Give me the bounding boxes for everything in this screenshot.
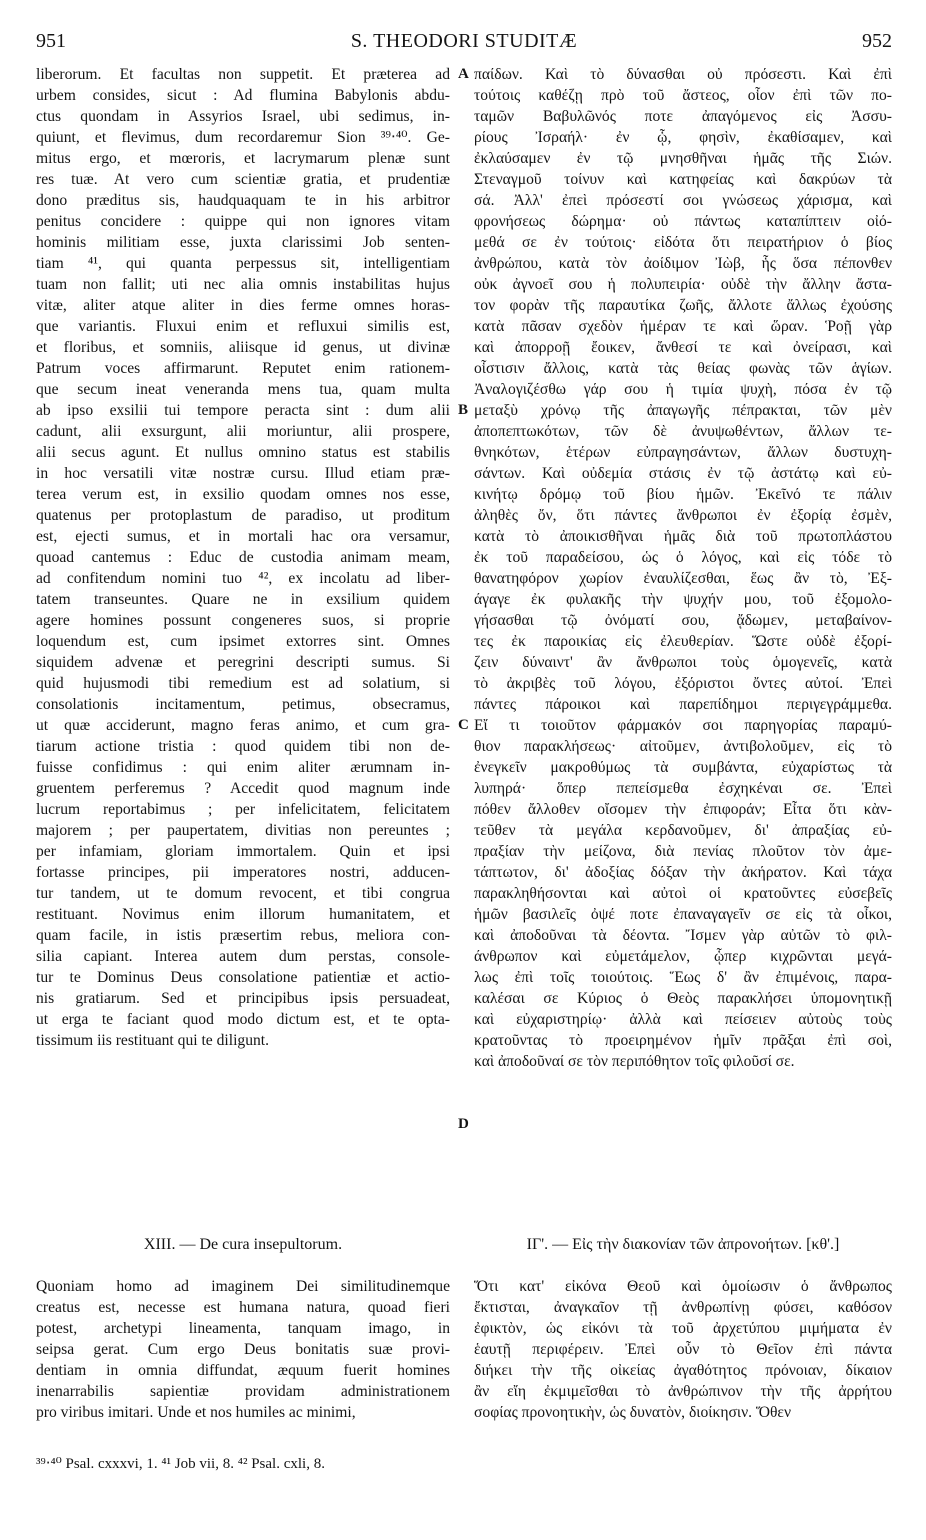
text-line: ἔκτισται, ἀναγκαῖον τῇ ἀνθρωπίνῃ φύσει, καθόσον: [474, 1299, 892, 1316]
text-line: siquidem advenæ et peregrini descripti sumus. Si: [36, 654, 450, 671]
greek-section-heading: ΙΓ'. — Εἰς τὴν διακονίαν τῶν ἀπρονοήτων. [κθ'.]: [526, 1236, 840, 1253]
text-line: Quoniam homo ad imaginem Dei similitudinemque: [36, 1278, 450, 1295]
margin-marker-b: B: [458, 402, 469, 418]
text-line: tissimum iis restituant qui te diligunt.: [36, 1032, 270, 1049]
text-line: ἑαυτῇ περιφέρειν. Ἐπεὶ οὖν τὸ Θεῖον ἐπὶ πάντα: [474, 1341, 892, 1358]
text-line: τούτοις καθέζῃ πρὸ τοῦ ἄστεος, οἷον ἐπὶ τῶν πο-: [474, 87, 892, 104]
text-line: quam facile, in istis præsertim rebus, meliora con-: [36, 927, 450, 944]
text-line: γήσασθαι τῷ ὀνόματί σου, ᾄδωμεν, μεταβαίνον-: [474, 612, 892, 629]
text-line: ab ipso exsilii tui tempore peracta sint : dum alii: [36, 402, 450, 419]
text-line: quoad cantemus : Educ de custodia animam meam,: [36, 549, 450, 566]
text-line: διήκει τὴν τῆς οἰκείας ἀγαθότητος πρόνοιαν, δίκαιον: [474, 1362, 892, 1379]
text-line: ἐνεγκεῖν μακροθύμως τὰ συμβάντα, εὐχαρίστως τὰ: [474, 759, 892, 776]
text-line: καὶ ἀπορροῇ ἔοικεν, ἄνθεσί τε καὶ ὀνείρασι, καὶ: [474, 339, 892, 356]
text-line: quatenus per protoplastum de paradiso, ut proditum: [36, 507, 450, 524]
text-line: tatem transeuntes. Quare ne in exsilium quidem: [36, 591, 450, 608]
text-line: liberorum. Et facultas non suppetit. Et præterea ad: [36, 66, 450, 83]
text-line: fortasse principes, pii imperatores nostri, adducen-: [36, 864, 450, 881]
text-line: res tuæ. At vero cum scientiæ gratia, et prudentiæ: [36, 171, 450, 188]
text-line: καὶ εὐχαριστηρίῳ· ἀλλὰ καὶ πείσειεν αὐτοὺς τοὺς: [474, 1011, 892, 1028]
text-line: τάπτωτον, δι' ἀδοξίας δόξαν τὴν ἀκήρατον. Καὶ τάχα: [474, 864, 892, 881]
text-line: τες ἐκ παροικίας εἰς ἐλευθερίαν. Ὥστε οὐδὲ ἐξορί-: [474, 633, 892, 650]
text-line: penitus concidere : quippe qui non ignores vitam: [36, 213, 450, 230]
text-line: tiarum actione tristia : quod quidem tibi non de-: [36, 738, 450, 755]
text-line: μεταξὺ χρόνῳ τῆς ἀπαγωγῆς πέπρακται, τῶν μὲν: [474, 402, 892, 419]
text-line: ἐκ τοῦ παραδείσου, ὡς ὁ λόγος, καὶ εἰς τόδε τὸ: [474, 549, 892, 566]
text-line: tur tandem, ut te domum revocent, et tibi congrua: [36, 885, 450, 902]
text-line: inenarrabilis sapientiæ providam administrationem: [36, 1383, 450, 1400]
text-line: que variantis. Fluxui enim et refluxui similis est,: [36, 318, 450, 335]
text-line: seipsa gerat. Cum ergo Deus bonitatis suæ provi-: [36, 1341, 450, 1358]
text-line: Ὅτι κατ' εἰκόνα Θεοῦ καὶ ὁμοίωσιν ὁ ἄνθρωπος: [474, 1278, 892, 1295]
page-number-left: 951: [36, 30, 66, 52]
text-line: Στεναγμοῦ τοίνυν καὶ κατηφείας καὶ δακρύων τὰ: [474, 171, 892, 188]
text-line: θιον παρακλήσεως· αἰτοῦμεν, ἀντιβολοῦμεν, εἰς τὸ: [474, 738, 892, 755]
latin-section-heading: XIII. — De cura insepultorum.: [143, 1236, 343, 1253]
text-line: Patrum voces affirmarunt. Reputet enim rationem-: [36, 360, 450, 377]
text-line: κατὰ πᾶσαν σχεδὸν ἡμέραν τε καὶ ὥραν. Ῥοῇ γὰρ: [474, 318, 892, 335]
text-line: πάντες πάροικοι καὶ παρεπίδημοι περιγεγράμμεθα.: [474, 696, 892, 713]
margin-marker-a: A: [458, 66, 469, 82]
text-line: ἀληθὲς ὄν, ὅτι πάντες ἄνθρωποι ἐν ἐξορίᾳ ἐσμὲν,: [474, 507, 892, 524]
greek-column: [474, 64, 892, 1072]
text-line: tur te Dominus Deus consolatione patientiæ et actio-: [36, 969, 450, 986]
text-line: quid hujusmodi tibi remedium est ad solatium, si: [36, 675, 450, 692]
latin-column: [36, 64, 450, 1051]
text-line: ad confitendum nomini tuo ⁴², ex incolatu ad liber-: [36, 570, 450, 587]
text-line: ἂν εἴη ἐκμιμεῖσθαι τὸ ἀνθρώπινον τὴν τῆς ἀρρήτου: [474, 1383, 892, 1400]
text-line: ἡμῶν βασιλεῖς ὀψέ ποτε ἐπαναγαγεῖν σε εἰς τὰ οἶκοι,: [474, 906, 892, 923]
text-line: πραξίαν τὴν μείζονα, διὰ πενίας πλοῦτον τὸν ἀμε-: [474, 843, 892, 860]
text-line: φρονήσεως δώρημα· οὐ πάντως καταπίπτειν οἰό-: [474, 213, 892, 230]
text-line: vitæ, aliter atque aliter in dies ferme omnes horas-: [36, 297, 450, 314]
text-line: majorem ; per paupertatem, divitias non pereuntes ;: [36, 822, 450, 839]
text-line: urbem consides, sicut : Ad flumina Babylonis abdu-: [36, 87, 450, 104]
greek-section-body: [474, 1276, 892, 1423]
text-line: ταμῶν Βαβυλῶνός ποτε ἀπαγόμενος εἰς Ἀσσυ-: [474, 108, 892, 125]
text-line: hominis militiam esse, juxta clarissimi Job senten-: [36, 234, 450, 251]
text-line: Ἀναλογιζέσθω γάρ σου ἡ τιμία ψυχὴ, πόσα ἐν τῷ: [474, 381, 892, 398]
text-line: θνηκότων, ἑτέρων εὐπραγησάντων, ἄλλων δυστυχη-: [474, 444, 892, 461]
text-line: terea verum est, in exsilio quodam omnes nos esse,: [36, 486, 450, 503]
text-line: παίδων. Καὶ τὸ δύνασθαι οὐ πρόσεστι. Καὶ ἐπὶ: [474, 66, 892, 83]
text-line: λως ἐπὶ τοῖς τοιούτοις. Ἕως δ' ἂν ἐπιμένοις, παρα-: [474, 969, 892, 986]
text-line: potest, archetypi lineamenta, tanquam imago, in: [36, 1320, 450, 1337]
text-line: σά. Ἀλλ' ἐπεὶ πρόσεστί σοι γνώσεως χάρισμα, καὶ: [474, 192, 892, 209]
text-line: gruentem perferemus ? Accedit quod magnum inde: [36, 780, 450, 797]
text-line: et floribus, et somniis, aliisque id genus, ut divinæ: [36, 339, 450, 356]
text-line: que secum ineat veneranda mens tua, quam multa: [36, 381, 450, 398]
text-line: est, ejecti sumus, et in mortali hac ora versamur,: [36, 528, 450, 545]
text-line: καλέσαι σε Κύριος ὁ Θεὸς παρακλήσει ὑπομονητικῇ: [474, 990, 892, 1007]
text-line: per infamiam, gloriam immortalem. Quin et ipsi: [36, 843, 450, 860]
text-line: cadunt, alii exsurgunt, alii moriuntur, alii prospere,: [36, 423, 450, 440]
text-line: ἀνθρώπου, κατὰ τὸν ἀοίδιμον Ἰὼβ, ἧς ὅσα πέπονθεν: [474, 255, 892, 272]
text-line: ἀποπεπτωκότων, τῶν δὲ ἀνυψωθέντων, ἄλλων τε-: [474, 423, 892, 440]
margin-marker-d: D: [458, 1116, 469, 1132]
text-line: τὸ ἀκριβὲς τοῦ λόγου, ἐξόριστοι ὄντες αὐτοί. Ἐπεὶ: [474, 675, 892, 692]
text-line: tiam ⁴¹, qui quanta perpessus sit, intelligentiam: [36, 255, 450, 272]
text-line: Εἴ τι τοιοῦτον φάρμακόν σοι παρηγορίας παραμύ-: [474, 717, 892, 734]
text-line: creatus est, necesse est humana natura, quoad fieri: [36, 1299, 450, 1316]
text-line: ρίους Ἰσραήλ· ἐν ᾧ, φησὶν, ἐκαθίσαμεν, καὶ: [474, 129, 892, 146]
running-title: S. THEODORI STUDITÆ: [350, 30, 578, 52]
text-line: pro viribus imitari. Unde et nos humiles ac minimi,: [36, 1404, 356, 1421]
text-line: silia capiant. Interea autem dum perstas, consolе-: [36, 948, 450, 965]
text-line: lucrum reportabimus ; per infelicitatem, felicitatem: [36, 801, 450, 818]
text-line: in hoc versatili vitæ nostræ cursu. Illud etiam præ-: [36, 465, 450, 482]
text-line: ctus quondam in Assyrios Israel, ubi sedimus, in-: [36, 108, 450, 125]
text-line: σάντων. Καὶ οὐδεμία στάσις ἐν τῷ ἀστάτῳ καὶ εὐ-: [474, 465, 892, 482]
text-line: consolationis incitamentum, petimus, obsecramus,: [36, 696, 450, 713]
page-number-right: 952: [862, 30, 892, 52]
text-line: dono præditus sis, haudquaquam te in his arbitror: [36, 192, 450, 209]
text-line: nis gratiarum. Sed et principibus ipsis persuadeat,: [36, 990, 450, 1007]
text-line: mitus ergo, et mœroris, et lacrymarum plenæ sunt: [36, 150, 450, 167]
text-line: παρακληθήσονται καὶ αὐτοὶ οἱ κρατοῦντες εὐσεβεῖς: [474, 885, 892, 902]
text-line: κρατοῦντας τὸ προειρημένον ἡμῖν πρᾶξαι ἐπὶ σοὶ,: [474, 1032, 892, 1049]
text-line: fuisse confidimus : qui enim aliter ærumnam in-: [36, 759, 450, 776]
page-header: [36, 30, 892, 60]
text-line: tuam non fallit; uti nec alia omnis instabilitas hujus: [36, 276, 450, 293]
text-line: loquendum est, cum ipsimet extorres sint. Omnes: [36, 633, 450, 650]
footnotes: ³⁹‧⁴⁰ Psal. cxxxvi, 1. ⁴¹ Job vii, 8. ⁴² Psal. cxli, 8.: [36, 1456, 325, 1472]
text-line: ἐκλαύσαμεν ἐν τῷ μνησθῆναι ἡμᾶς τῆς Σιών.: [474, 150, 892, 167]
text-line: agere homines possunt congeneres suos, si proprie: [36, 612, 450, 629]
margin-marker-c: C: [458, 717, 469, 733]
text-line: καὶ ἀποδοῦναι τὰ δέοντα. Ἴσμεν γὰρ αὐτῶν τὸ φιλ-: [474, 927, 892, 944]
text-line: άνθρωπον καὶ εὐμετάμελον, ᾧπερ κιχρῶνται μεγά-: [474, 948, 892, 965]
text-line: κατὰ τὸ ἀποικισθῆναι ἡμᾶς διὰ τοῦ πρωτοπλάστου: [474, 528, 892, 545]
text-line: θανατηφόρον χωρίον ἐναυλίζεσθαι, ἕως ἂν τὸ, Ἐξ-: [474, 570, 892, 587]
text-line: καὶ ἀποδοῦναί σε τὸν περιπόθητον τοῖς φιλοῦσί σε.: [474, 1053, 795, 1070]
text-line: κινήτῳ δρόμῳ τοῦ βίου ἡμῶν. Ἐκεῖνό τε πάλιν: [474, 486, 892, 503]
text-line: τον φορὰν τῆς παραυτίκα ζωῆς, ἄλλοτε ἄλλως ἐχούσης: [474, 297, 892, 314]
text-line: ἐφικτὸν, ὡς εἰκόνι τὰ τοῦ ἀρχετύπου μιμήματα ἐν: [474, 1320, 892, 1337]
latin-section-body: [36, 1276, 450, 1423]
text-line: μεθά σε ἐν τούτοις· εἰδότα ὅτι πειρατήριον ὁ βίος: [474, 234, 892, 251]
text-line: οἷστισιν ἄλλοις, κατὰ τὰς θείας φωνὰς τῶν ἁγίων.: [474, 360, 892, 377]
text-line: οὐκ ἀγνοεῖ σου ἡ πολυπειρία· οὐδὲ τὴν ἄλλην ἄστα-: [474, 276, 892, 293]
text-line: quiunt, et flevimus, dum recordaremur Sion ³⁹‧⁴⁰. Ge-: [36, 129, 450, 146]
text-line: ut erga te faciant quod modo dictum est, et te opta-: [36, 1011, 450, 1028]
text-line: τεῦθεν τὰ μεγάλα κερδανοῦμεν, δι' ἀπραξίας εὐ-: [474, 822, 892, 839]
text-line: restituant. Novimus enim illorum humanitatem, et: [36, 906, 450, 923]
text-line: σοφίας προνοητικὴν, ὡς δυνατὸν, διοίκησιν. Ὅθεν: [474, 1404, 792, 1421]
text-line: άγαγε ἐκ φυλακῆς τὴν ψυχήν μου, τοῦ ἐξομολο-: [474, 591, 892, 608]
text-line: ut quæ acciderunt, magno feras animo, et cum gra-: [36, 717, 450, 734]
text-line: λυπηρά· ὅπερ πεπείσμεθα ἐσχηκέναι σε. Ἐπεὶ: [474, 780, 892, 797]
text-line: ζειν δύναιντ' ἂν ἄνθρωποι τοὺς ὁμογενεῖς, κατὰ: [474, 654, 892, 671]
text-line: alii secus agunt. Et nullus omnino status est stabilis: [36, 444, 450, 461]
text-line: dentiam in omnia diffundat, æquum fuerit homines: [36, 1362, 450, 1379]
text-line: πόθεν ἄλλοθεν οἴσομεν τὴν ἐπιφοράν; Εἶτα ὅτι κὰν-: [474, 801, 892, 818]
